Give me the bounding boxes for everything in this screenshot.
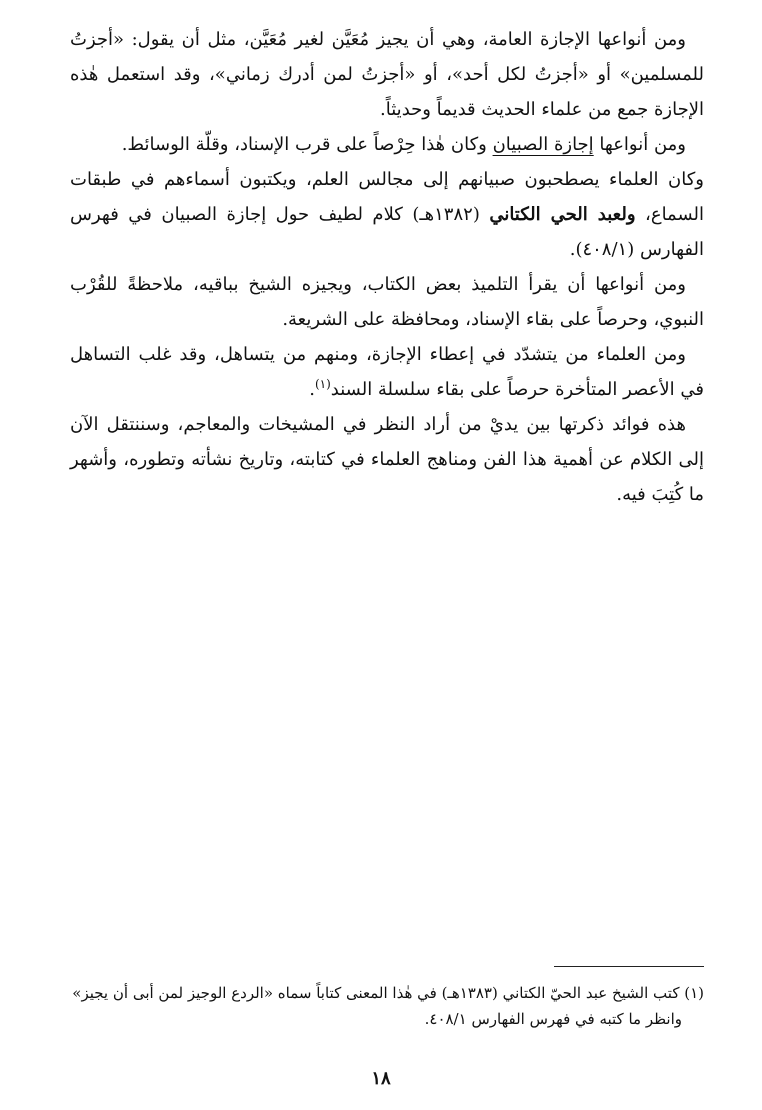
paragraph-strict-lenient — [70, 337, 704, 407]
paragraph-scholars-children — [70, 162, 704, 267]
paragraph-general-ijaza — [70, 22, 704, 127]
paragraph-text: وكان العلماء يصطحبون صبيانهم إلى مجالس العلم، ويكتبون أسماءهم في طبقات السماع، — [70, 169, 704, 225]
paragraph-text: (١٣٨٢هـ) كلام لطيف حول إجازة الصبيان في فهرس الفهارس (٤٠٨/١). — [70, 204, 704, 260]
footnote-separator — [554, 966, 704, 967]
footnote-line: (١) كتب الشيخ عبد الحيّ الكتاني (١٣٨٣هـ) في هٰذا المعنى كتاباً سماه «الردع الوجيز لمن أبى أن يجيز» — [72, 984, 704, 1002]
paragraph-text: وكان هٰذا حِرْصاً على قرب الإسناد، وقلّة الوسائط. — [121, 134, 493, 155]
bold-name: ولعبد الحي الكتاني — [489, 204, 636, 225]
paragraph-text: ومن أنواعها أن يقرأ التلميذ بعض الكتاب، ويجيزه الشيخ بباقيه، ملاحظةً للقُرْب النبوي، وحرصاً على بقاء الإسناد، ومحافظة على الشريعة. — [70, 274, 704, 330]
paragraph-text: . — [309, 379, 315, 400]
page-number: ١٨ — [371, 1068, 391, 1089]
paragraph-text: ومن أنواعها الإجازة العامة، وهي أن يجيز مُعَيَّن لغير مُعَيَّن، مثل أن يقول: «أجزتُ للمسلمين» أو «أجزتُ لكل أحد»، أو «أجزتُ لمن أدرك زماني»، وقد استعمل هٰذه الإجازة جمع من علماء الحديث قديماً وحديثاً. — [70, 29, 704, 120]
footnote-line: وانظر ما كتبه في فهرس الفهارس ٤٠٨/١. — [424, 1010, 682, 1028]
main-text — [70, 22, 704, 512]
footnotes — [60, 980, 704, 1032]
paragraph-text: ومن العلماء من يتشدّد في إعطاء الإجازة، ومنهم من يتساهل، وقد غلب التساهل في الأعصر المتأخرة حرصاً على بقاء سلسلة السند — [70, 344, 704, 400]
paragraph-partial-reading — [70, 267, 704, 337]
paragraph-children-ijaza — [70, 127, 704, 162]
paragraph-conclusion — [70, 407, 704, 512]
footnote-marker: (١) — [314, 377, 331, 391]
paragraph-text: هذه فوائد ذكرتها بين يديْ من أراد النظر في المشيخات والمعاجم، وسننتقل الآن إلى الكلام عن أهمية هذا الفن ومناهج العلماء في كتابته، وتاريخ نشأته وتطوره، وأشهر ما كُتِبَ فيه. — [70, 414, 704, 505]
paragraph-text: ومن أنواعها — [593, 134, 686, 155]
underlined-term: إجازة الصبيان — [492, 134, 594, 155]
